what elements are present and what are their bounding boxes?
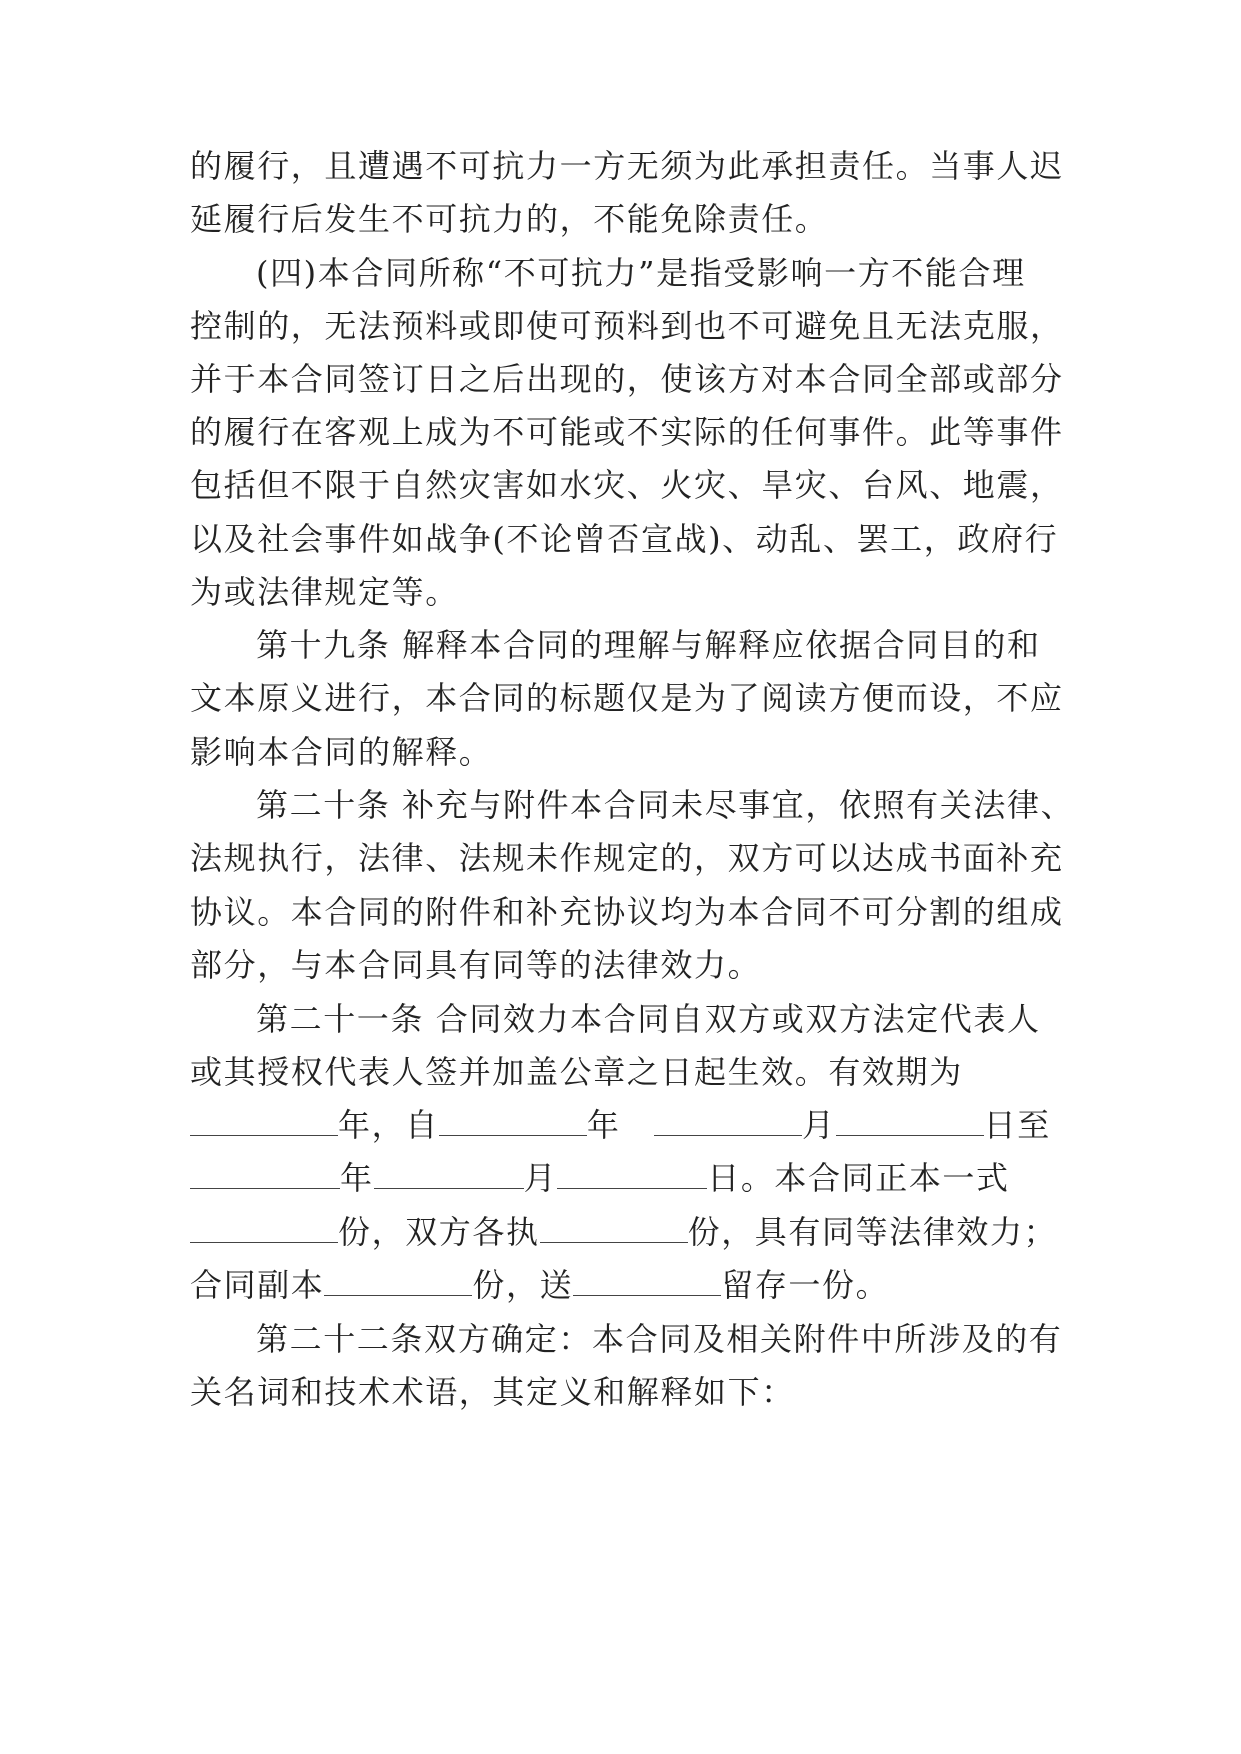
text-line: 关名词和技术术语，其定义和解释如下： bbox=[190, 1373, 795, 1411]
article-21-heading: 第二十一条 合同效力本合同自双方或双方法定代表人 bbox=[256, 1000, 1041, 1038]
text-line: 影响本合同的解释。 bbox=[190, 733, 493, 771]
text-segment: 年，自 bbox=[338, 1106, 439, 1144]
blank-line-duplicates bbox=[190, 1255, 1050, 1315]
text-segment: 年 bbox=[340, 1159, 374, 1197]
text-line: 以及社会事件如战争(不论曾否宣战)、动乱、罢工，政府行 bbox=[190, 520, 1059, 558]
blank-field bbox=[836, 1105, 984, 1136]
text-segment: 份，双方各执 bbox=[338, 1213, 540, 1251]
blank-field bbox=[654, 1105, 802, 1136]
blank-field bbox=[190, 1158, 340, 1189]
text-line: 包括但不限于自然灾害如水灾、火灾、旱灾、台风、地震， bbox=[190, 466, 1064, 504]
text-segment: 份，具有同等法律效力； bbox=[687, 1213, 1058, 1251]
text-line: 或其授权代表人签并加盖公章之日起生效。有效期为 bbox=[190, 1053, 963, 1091]
text-line: 法规执行，法律、法规未作规定的，双方可以达成书面补充 bbox=[190, 839, 1064, 877]
blank-field bbox=[573, 1265, 721, 1296]
text-segment: 月 bbox=[802, 1106, 836, 1144]
text-line: (四)本合同所称“不可抗力”是指受影响一方不能合理 bbox=[256, 254, 1026, 292]
text-segment: 留存一份。 bbox=[721, 1266, 890, 1304]
article-20-heading: 第二十条 补充与附件本合同未尽事宜，依照有关法律、 bbox=[256, 786, 1075, 824]
blank-field bbox=[190, 1212, 338, 1243]
text-line: 协议。本合同的附件和补充协议均为本合同不可分割的组成 bbox=[190, 893, 1064, 931]
text-line: 的履行，且遭遇不可抗力一方无须为此承担责任。当事人迟 bbox=[190, 147, 1064, 185]
blank-field bbox=[374, 1158, 524, 1189]
text-segment: 份，送 bbox=[472, 1266, 574, 1304]
blank-field bbox=[439, 1105, 587, 1136]
text-line: 并于本合同签订日之后出现的，使该方对本合同全部或部分 bbox=[190, 360, 1064, 398]
text-segment: 年 bbox=[586, 1106, 621, 1144]
text-segment: 日。本合同正本一式 bbox=[707, 1159, 1010, 1197]
text-line: 的履行在客观上成为不可能或不实际的任何事件。此等事件 bbox=[190, 413, 1064, 451]
blank-field bbox=[540, 1212, 688, 1243]
text-line: 部分，与本合同具有同等的法律效力。 bbox=[190, 946, 762, 984]
blank-field bbox=[557, 1158, 707, 1189]
text-line: 为或法律规定等。 bbox=[190, 573, 459, 611]
text-segment: 合同副本 bbox=[190, 1266, 325, 1304]
article-19-heading: 第十九条 解释本合同的理解与解释应依据合同目的和 bbox=[256, 626, 1041, 664]
text-line: 文本原义进行，本合同的标题仅是为了阅读方便而设，不应 bbox=[190, 679, 1064, 717]
text-line: 控制的，无法预料或即使可预料到也不可避免且无法克服， bbox=[190, 307, 1064, 345]
article-22-heading: 第二十二条双方确定：本合同及相关附件中所涉及的有 bbox=[256, 1320, 1063, 1358]
text-segment: 日至 bbox=[983, 1106, 1051, 1144]
blank-field bbox=[190, 1105, 338, 1136]
blank-field bbox=[324, 1265, 472, 1296]
blank-line-validity bbox=[190, 1095, 1050, 1155]
text-segment: 月 bbox=[523, 1159, 558, 1197]
text-line: 延履行后发生不可抗力的，不能免除责任。 bbox=[190, 200, 829, 238]
blank-line-copies bbox=[190, 1202, 1058, 1262]
blank-line-end-date bbox=[190, 1148, 1050, 1208]
